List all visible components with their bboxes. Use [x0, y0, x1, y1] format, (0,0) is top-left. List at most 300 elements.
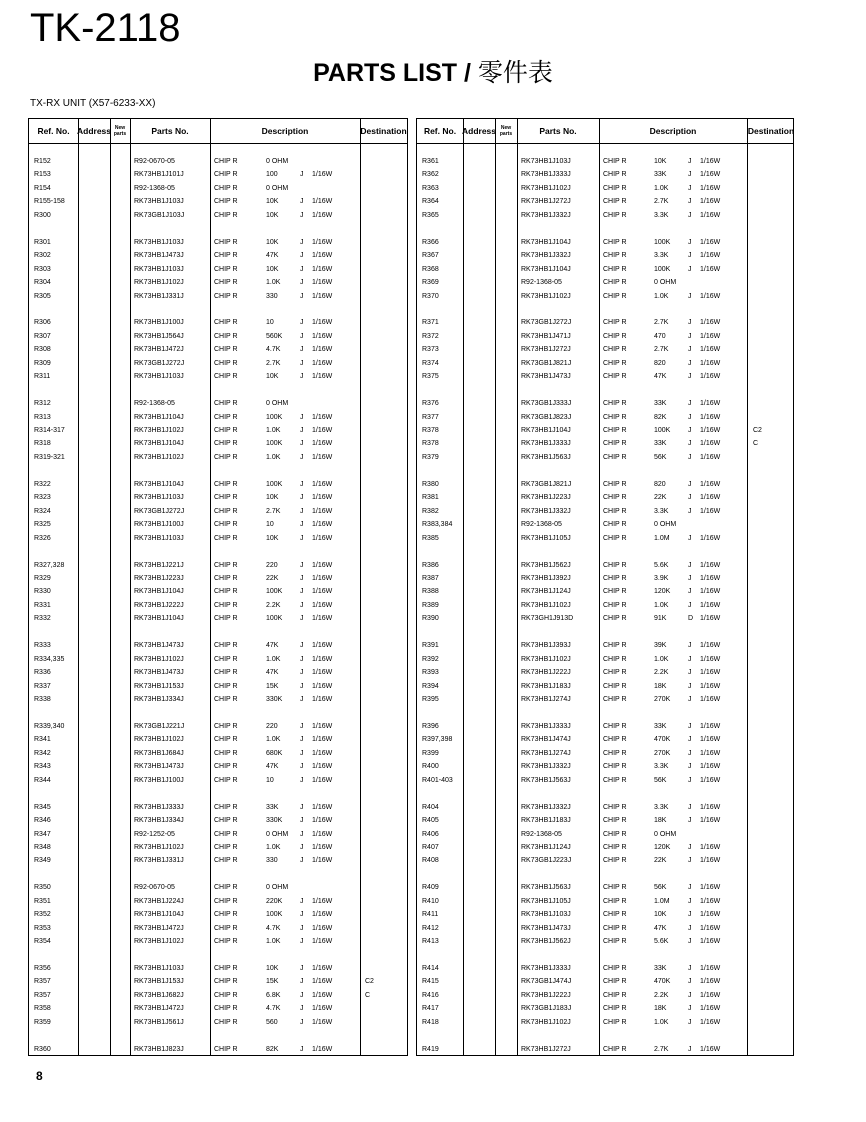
ref-no-cell: R314-317 — [34, 427, 65, 434]
wattage-cell: 1/16W — [700, 211, 721, 219]
value-cell: 560K — [266, 332, 283, 340]
value-cell: 3.3K — [654, 507, 669, 515]
table-row — [417, 922, 793, 935]
ref-no-cell: R318 — [34, 440, 51, 448]
ref-no-cell: R306 — [34, 319, 51, 327]
wattage-cell: 1/16W — [312, 211, 333, 219]
wattage-cell: 1/16W — [312, 843, 333, 851]
wattage-cell: 1/16W — [312, 601, 333, 609]
parts-no-cell: RK73HB1J102J — [521, 184, 571, 192]
parts-no-cell: RK73HB1J334J — [134, 696, 184, 703]
value-cell: 0 OHM — [654, 279, 677, 287]
value-cell: 820 — [654, 359, 666, 367]
parts-no-cell: R92-0670-05 — [134, 158, 175, 165]
ref-no-cell: R381 — [422, 494, 439, 502]
description-cell: CHIP R — [214, 938, 238, 946]
table-header — [29, 119, 407, 144]
wattage-cell: 1/16W — [312, 615, 333, 623]
parts-no-cell: RK73HB1J103J — [134, 198, 184, 206]
tolerance-cell: J — [300, 938, 304, 946]
description-cell: CHIP R — [214, 453, 238, 461]
wattage-cell: 1/16W — [312, 292, 333, 300]
tolerance-cell: J — [300, 480, 304, 488]
tolerance-cell: J — [688, 413, 692, 421]
table-row — [29, 585, 407, 598]
parts-no-cell: R92-1252-05 — [134, 830, 175, 838]
tolerance-cell: J — [300, 440, 304, 448]
wattage-cell: 1/16W — [700, 494, 721, 502]
table-row — [29, 236, 407, 249]
description-cell: CHIP R — [603, 938, 627, 946]
wattage-cell: 1/16W — [312, 682, 333, 690]
parts-no-cell: RK73HB1J682J — [134, 991, 184, 999]
parts-no-cell: RK73HB1J473J — [134, 763, 184, 771]
description-cell: CHIP R — [603, 642, 627, 650]
table-row — [29, 195, 407, 208]
wattage-cell: 1/16W — [700, 1005, 721, 1013]
table-row — [29, 451, 407, 464]
wattage-cell: 1/16W — [312, 911, 333, 919]
parts-no-cell: RK73GB1J272J — [134, 359, 185, 367]
ref-no-cell: R371 — [422, 319, 439, 327]
parts-no-cell: RK73HB1J563J — [521, 453, 571, 461]
table-row — [29, 209, 407, 222]
tolerance-cell: J — [300, 453, 304, 461]
value-cell: 2.7K — [654, 198, 669, 206]
table-row — [417, 424, 793, 437]
value-cell: 33K — [654, 440, 667, 448]
value-cell: 47K — [266, 642, 279, 650]
table-row — [417, 1016, 793, 1029]
parts-no-cell: RK73GH1J913D — [521, 615, 574, 623]
value-cell: 1.0M — [654, 534, 670, 542]
header-description: Description — [649, 126, 697, 136]
header-parts-no: Parts No. — [151, 126, 189, 136]
wattage-cell: 1/16W — [700, 252, 721, 260]
tolerance-cell: J — [688, 763, 692, 771]
tolerance-cell: J — [300, 561, 304, 569]
parts-no-cell: RK73GB1J821J — [521, 480, 572, 488]
tolerance-cell: J — [300, 857, 304, 865]
description-cell: CHIP R — [603, 507, 627, 515]
description-cell: CHIP R — [214, 857, 238, 865]
value-cell: 10 — [266, 776, 274, 784]
table-row — [29, 801, 407, 814]
wattage-cell: 1/16W — [700, 534, 721, 542]
ref-no-cell: R363 — [422, 184, 439, 192]
wattage-cell: 1/16W — [312, 991, 333, 999]
tolerance-cell: J — [688, 332, 692, 340]
model-number: TK-2118 — [30, 6, 181, 50]
table-row — [417, 343, 793, 356]
table-row — [417, 680, 793, 693]
value-cell: 0 OHM — [654, 521, 677, 529]
wattage-cell: 1/16W — [700, 938, 721, 946]
description-cell: CHIP R — [603, 911, 627, 919]
tolerance-cell: J — [688, 776, 692, 784]
table-row — [29, 639, 407, 652]
ref-no-cell: R365 — [422, 211, 439, 219]
table-row — [417, 895, 793, 908]
value-cell: 22K — [654, 494, 667, 502]
header-address: Address — [462, 126, 497, 136]
parts-no-cell: R92-1368-05 — [134, 400, 175, 408]
parts-no-cell: RK73HB1J103J — [134, 373, 184, 381]
wattage-cell: 1/16W — [312, 440, 333, 448]
wattage-cell: 1/16W — [700, 601, 721, 609]
tolerance-cell: J — [688, 427, 692, 434]
table-row — [29, 437, 407, 450]
value-cell: 2.7K — [266, 359, 281, 367]
parts-no-cell: RK73HB1J332J — [521, 507, 571, 515]
ref-no-cell: R309 — [34, 359, 51, 367]
value-cell: 470K — [654, 736, 671, 744]
table-row — [417, 518, 793, 531]
ref-no-cell: R388 — [422, 588, 439, 596]
parts-no-cell: R92-1368-05 — [521, 521, 562, 529]
description-cell: CHIP R — [214, 211, 238, 219]
page-title — [0, 58, 866, 88]
value-cell: 22K — [266, 574, 279, 582]
parts-no-cell: RK73GB1J474J — [521, 978, 572, 986]
parts-no-cell: RK73HB1J473J — [521, 924, 571, 932]
description-cell: CHIP R — [214, 480, 238, 488]
header-parts: parts — [499, 131, 513, 137]
tolerance-cell: J — [300, 749, 304, 757]
tolerance-cell: J — [300, 1005, 304, 1013]
table-row — [417, 236, 793, 249]
parts-no-cell: RK73HB1J104J — [134, 480, 184, 488]
wattage-cell: 1/16W — [312, 359, 333, 367]
value-cell: 22K — [654, 857, 667, 865]
value-cell: 1.0K — [654, 1018, 669, 1026]
value-cell: 2.2K — [654, 991, 669, 999]
tolerance-cell: J — [688, 749, 692, 757]
value-cell: 330 — [266, 857, 278, 865]
parts-no-cell: RK73HB1J563J — [521, 884, 571, 892]
table-row — [417, 653, 793, 666]
value-cell: 1.0M — [654, 897, 670, 905]
ref-no-cell: R367 — [422, 252, 439, 260]
wattage-cell: 1/16W — [700, 574, 721, 582]
value-cell: 33K — [654, 400, 667, 408]
parts-no-cell: RK73HB1J102J — [134, 843, 184, 851]
description-cell: CHIP R — [603, 400, 627, 408]
tolerance-cell: J — [300, 588, 304, 596]
parts-no-cell: RK73HB1J104J — [134, 588, 184, 596]
description-cell: CHIP R — [603, 857, 627, 865]
value-cell: 0 OHM — [266, 884, 289, 892]
description-cell: CHIP R — [214, 655, 238, 663]
table-row — [29, 680, 407, 693]
table-row — [417, 801, 793, 814]
wattage-cell: 1/16W — [312, 198, 333, 206]
value-cell: 0 OHM — [266, 830, 289, 838]
wattage-cell: 1/16W — [700, 696, 721, 703]
ref-no-cell: R357 — [34, 978, 51, 986]
ref-no-cell: R356 — [34, 965, 51, 972]
value-cell: 680K — [266, 749, 283, 757]
description-cell: CHIP R — [214, 615, 238, 623]
ref-no-cell: R375 — [422, 373, 439, 381]
tolerance-cell: J — [688, 252, 692, 260]
ref-no-cell: R387 — [422, 574, 439, 582]
wattage-cell: 1/16W — [312, 722, 333, 730]
wattage-cell: 1/16W — [700, 736, 721, 744]
parts-no-cell: RK73HB1J473J — [134, 252, 184, 260]
table-row — [29, 263, 407, 276]
value-cell: 270K — [654, 696, 671, 703]
description-cell: CHIP R — [214, 1018, 238, 1026]
tolerance-cell: J — [300, 601, 304, 609]
wattage-cell: 1/16W — [312, 453, 333, 461]
value-cell: 18K — [654, 682, 667, 690]
tolerance-cell: J — [300, 521, 304, 529]
description-cell: CHIP R — [214, 373, 238, 381]
description-cell: CHIP R — [214, 359, 238, 367]
tolerance-cell: J — [688, 669, 692, 677]
ref-no-cell: R401-403 — [422, 776, 453, 784]
table-row — [417, 881, 793, 894]
table-row — [417, 828, 793, 841]
value-cell: 1.0K — [654, 601, 669, 609]
tolerance-cell: J — [688, 924, 692, 932]
ref-no-cell: R353 — [34, 924, 51, 932]
parts-no-cell: RK73GB1J223J — [521, 857, 572, 865]
table-row — [417, 989, 793, 1002]
header-ref-no: Ref. No. — [423, 126, 457, 136]
value-cell: 47K — [266, 669, 279, 677]
value-cell: 1.0K — [266, 843, 281, 851]
tolerance-cell: J — [300, 265, 304, 273]
tolerance-cell: J — [300, 346, 304, 354]
parts-no-cell: RK73HB1J333J — [521, 722, 571, 730]
parts-no-cell: RK73GB1J333J — [521, 400, 572, 408]
description-cell: CHIP R — [603, 171, 627, 179]
ref-no-cell: R351 — [34, 897, 51, 905]
tolerance-cell: J — [300, 965, 304, 972]
table-row — [417, 814, 793, 827]
tolerance-cell: J — [688, 736, 692, 744]
parts-no-cell: RK73HB1J333J — [521, 440, 571, 448]
parts-no-cell: RK73HB1J104J — [521, 238, 571, 246]
ref-no-cell: R376 — [422, 400, 439, 408]
ref-no-cell: R348 — [34, 843, 51, 851]
ref-no-cell: R380 — [422, 480, 439, 488]
description-cell: CHIP R — [603, 655, 627, 663]
value-cell: 470 — [654, 332, 666, 340]
description-cell: CHIP R — [603, 521, 627, 529]
ref-no-cell: R407 — [422, 843, 439, 851]
description-cell: CHIP R — [603, 669, 627, 677]
description-cell: CHIP R — [214, 978, 238, 986]
ref-no-cell: R410 — [422, 897, 439, 905]
wattage-cell: 1/16W — [700, 615, 721, 623]
parts-no-cell: RK73GB1J272J — [521, 319, 572, 327]
table-row — [417, 155, 793, 168]
table-row — [417, 182, 793, 195]
table-row — [29, 343, 407, 356]
table-row — [417, 975, 793, 988]
wattage-cell: 1/16W — [312, 655, 333, 663]
value-cell: 100K — [654, 238, 671, 246]
value-cell: 82K — [654, 413, 667, 421]
ref-no-cell: R349 — [34, 857, 51, 865]
description-cell: CHIP R — [603, 427, 627, 434]
description-cell: CHIP R — [214, 158, 238, 165]
ref-no-cell: R418 — [422, 1018, 439, 1026]
value-cell: 1.0K — [266, 427, 281, 434]
table-row — [417, 962, 793, 975]
value-cell: 4.7K — [266, 1005, 281, 1013]
description-cell: CHIP R — [214, 400, 238, 408]
value-cell: 10K — [266, 265, 279, 273]
parts-no-cell: RK73HB1J684J — [134, 749, 184, 757]
description-cell: CHIP R — [214, 722, 238, 730]
description-cell: CHIP R — [603, 1005, 627, 1013]
wattage-cell: 1/16W — [700, 265, 721, 273]
parts-no-cell: RK73GB1J823J — [521, 413, 572, 421]
table-row — [29, 760, 407, 773]
value-cell: 2.2K — [654, 669, 669, 677]
description-cell: CHIP R — [214, 346, 238, 354]
table-row — [29, 532, 407, 545]
value-cell: 47K — [654, 373, 667, 381]
wattage-cell: 1/16W — [312, 507, 333, 515]
ref-no-cell: R329 — [34, 574, 51, 582]
table-row — [29, 411, 407, 424]
parts-no-cell: RK73HB1J102J — [134, 736, 184, 744]
ref-no-cell: R368 — [422, 265, 439, 273]
description-cell: CHIP R — [214, 911, 238, 919]
header-new-parts — [110, 119, 130, 143]
parts-no-cell: RK73HB1J102J — [521, 655, 571, 663]
description-cell: CHIP R — [603, 561, 627, 569]
parts-no-cell: RK73HB1J272J — [521, 198, 571, 206]
tolerance-cell: J — [688, 978, 692, 986]
description-cell: CHIP R — [214, 763, 238, 771]
ref-no-cell: R301 — [34, 238, 51, 246]
ref-no-cell: R153 — [34, 171, 51, 179]
table-row — [29, 828, 407, 841]
parts-no-cell: RK73HB1J153J — [134, 682, 184, 690]
description-cell: CHIP R — [603, 265, 627, 273]
ref-no-cell: R383,384 — [422, 521, 453, 529]
description-cell: CHIP R — [214, 776, 238, 784]
wattage-cell: 1/16W — [700, 292, 721, 300]
value-cell: 10K — [266, 534, 279, 542]
wattage-cell: 1/16W — [700, 238, 721, 246]
ref-no-cell: R154 — [34, 184, 51, 192]
ref-no-cell: R419 — [422, 1045, 439, 1053]
tolerance-cell: J — [688, 965, 692, 972]
parts-no-cell: R92-1368-05 — [521, 830, 562, 838]
description-cell: CHIP R — [603, 346, 627, 354]
value-cell: 100K — [266, 413, 283, 421]
wattage-cell: 1/16W — [700, 669, 721, 677]
ref-no-cell: R377 — [422, 413, 439, 421]
table-row — [29, 182, 407, 195]
description-cell: CHIP R — [214, 669, 238, 677]
value-cell: 2.2K — [266, 601, 281, 609]
parts-no-cell: RK73HB1J561J — [134, 1018, 184, 1026]
wattage-cell: 1/16W — [312, 669, 333, 677]
value-cell: 82K — [266, 1045, 279, 1053]
tolerance-cell: J — [300, 198, 304, 206]
description-cell: CHIP R — [603, 211, 627, 219]
description-cell: CHIP R — [214, 843, 238, 851]
parts-no-cell: RK73HB1J102J — [134, 427, 184, 434]
description-cell: CHIP R — [603, 696, 627, 703]
description-cell: CHIP R — [603, 763, 627, 771]
table-row — [417, 908, 793, 921]
tolerance-cell: J — [300, 211, 304, 219]
wattage-cell: 1/16W — [312, 1018, 333, 1026]
value-cell: 5.6K — [654, 938, 669, 946]
value-cell: 1.0K — [266, 453, 281, 461]
description-cell: CHIP R — [603, 817, 627, 825]
ref-no-cell: R416 — [422, 991, 439, 999]
table-row — [29, 357, 407, 370]
wattage-cell: 1/16W — [312, 521, 333, 529]
tolerance-cell: J — [688, 682, 692, 690]
parts-no-cell: RK73HB1J562J — [521, 561, 571, 569]
wattage-cell: 1/16W — [700, 413, 721, 421]
table-row — [29, 841, 407, 854]
value-cell: 56K — [654, 884, 667, 892]
description-cell: CHIP R — [214, 521, 238, 529]
value-cell: 220 — [266, 561, 278, 569]
tolerance-cell: J — [300, 373, 304, 381]
value-cell: 15K — [266, 978, 279, 986]
ref-no-cell: R336 — [34, 669, 51, 677]
wattage-cell: 1/16W — [700, 346, 721, 354]
table-row — [29, 720, 407, 733]
value-cell: 560 — [266, 1018, 278, 1026]
description-cell: CHIP R — [214, 897, 238, 905]
ref-no-cell: R155-158 — [34, 198, 65, 206]
wattage-cell: 1/16W — [312, 696, 333, 703]
description-cell: CHIP R — [214, 332, 238, 340]
value-cell: 1.0K — [266, 279, 281, 287]
tolerance-cell: J — [688, 440, 692, 448]
ref-no-cell: R415 — [422, 978, 439, 986]
header-new: New — [114, 125, 126, 131]
title-cjk: 零件表 — [477, 59, 553, 87]
description-cell: CHIP R — [603, 534, 627, 542]
wattage-cell: 1/16W — [312, 776, 333, 784]
header-description: Description — [261, 126, 309, 136]
tolerance-cell: J — [300, 507, 304, 515]
value-cell: 1.0K — [654, 184, 669, 192]
description-cell: CHIP R — [603, 749, 627, 757]
wattage-cell: 1/16W — [312, 265, 333, 273]
ref-no-cell: R322 — [34, 480, 51, 488]
tolerance-cell: J — [300, 427, 304, 434]
value-cell: 6.8K — [266, 991, 281, 999]
destination-cell: C2 — [753, 427, 762, 434]
ref-no-cell: R359 — [34, 1018, 51, 1026]
parts-no-cell: RK73HB1J124J — [521, 588, 571, 596]
ref-no-cell: R374 — [422, 359, 439, 367]
wattage-cell: 1/16W — [312, 279, 333, 287]
description-cell: CHIP R — [603, 897, 627, 905]
parts-no-cell: RK73HB1J823J — [134, 1045, 184, 1053]
parts-no-cell: RK73HB1J222J — [134, 601, 184, 609]
value-cell: 1.0K — [654, 292, 669, 300]
value-cell: 0 OHM — [266, 184, 289, 192]
description-cell: CHIP R — [603, 238, 627, 246]
